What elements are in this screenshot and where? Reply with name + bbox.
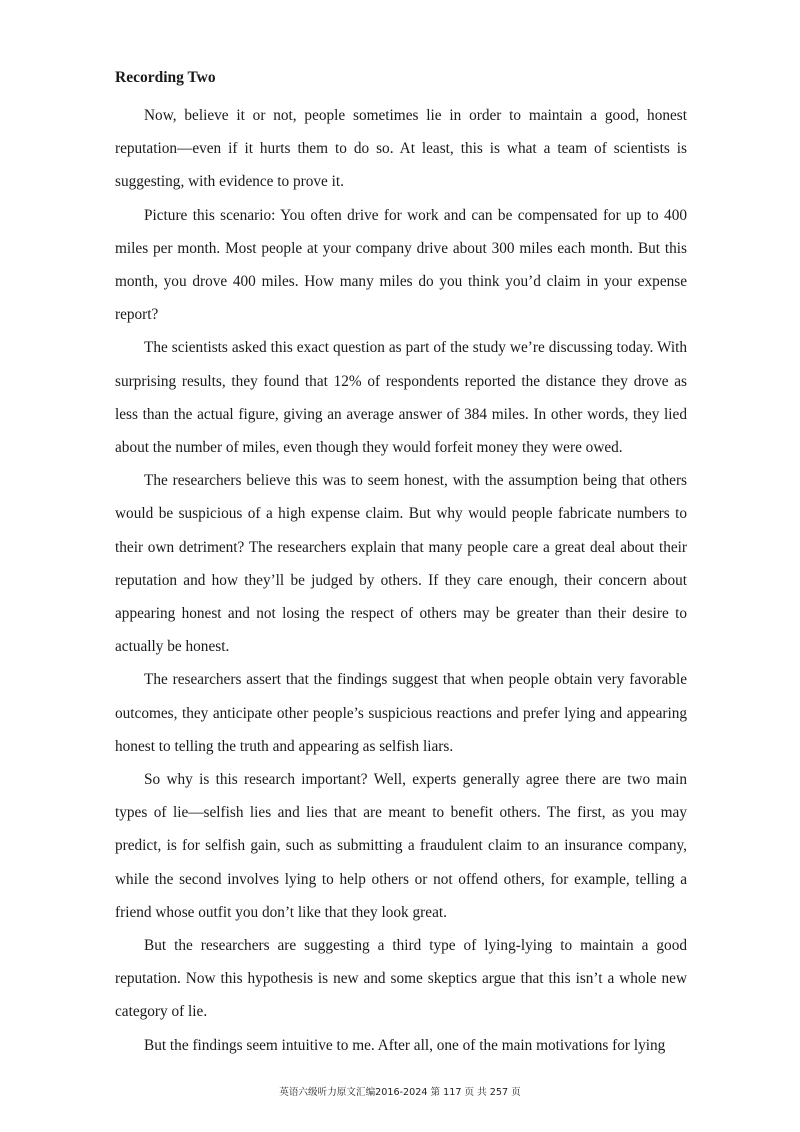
paragraph-8: But the findings seem intuitive to me. After all, one of the main motivations for lying: [144, 1036, 666, 1054]
paragraph-1: Now, believe it or not, people sometimes lie in order to maintain a good, honest reputation—even if it hurts them to do so. At least, this is what a team of scientists is suggesting, with evidence to prove it.: [115, 107, 687, 191]
page-content: [115, 66, 687, 1062]
paragraph-2: Picture this scenario: You often drive for work and can be compensated for up to 400 miles per month. Most people at your company drive about 300 miles each month. But this month, you drove 400 miles. How many miles do you think you’d claim in your expense report?: [115, 206, 687, 324]
paragraph-5: The researchers assert that the findings suggest that when people obtain very favorable outcomes, they anticipate other people’s suspicious reactions and prefer lying and appearing honest to telling the truth and appearing as selfish liars.: [115, 671, 687, 755]
paragraph-7: But the researchers are suggesting a third type of lying-lying to maintain a good reputation. Now this hypothesis is new and some skeptics argue that this isn’t a whole new category of lie.: [115, 937, 687, 1021]
section-heading: Recording Two: [115, 69, 216, 86]
page-number-label: 英语六级听力原文汇编2016-2024 第 117 页 共 257 页: [279, 1087, 521, 1098]
paragraph-3: The scientists asked this exact question as part of the study we’re discussing today. With surprising results, they found that 12% of respondents reported the distance they drove as less than the actual figure, giving an average answer of 384 miles. In other words, they lied about the number of miles, even though they would forfeit money they were owed.: [115, 339, 687, 457]
paragraph-4: The researchers believe this was to seem honest, with the assumption being that others would be suspicious of a high expense claim. But why would people fabricate numbers to their own detriment? The researchers explain that many people care a great deal about their reputation and how they’ll be judged by others. If they care enough, their concern about appearing honest and not losing the respect of others may be greater than their desire to actually be honest.: [115, 472, 687, 656]
paragraph-6: So why is this research important? Well, experts generally agree there are two main types of lie—selfish lies and lies that are meant to benefit others. The first, as you may predict, is for selfish gain, such as submitting a fraudulent claim to an insurance company, while the second involves lying to help others or not offend others, for example, telling a friend whose outfit you don’t like that they look great.: [115, 771, 687, 921]
page-footer: [0, 1084, 800, 1098]
